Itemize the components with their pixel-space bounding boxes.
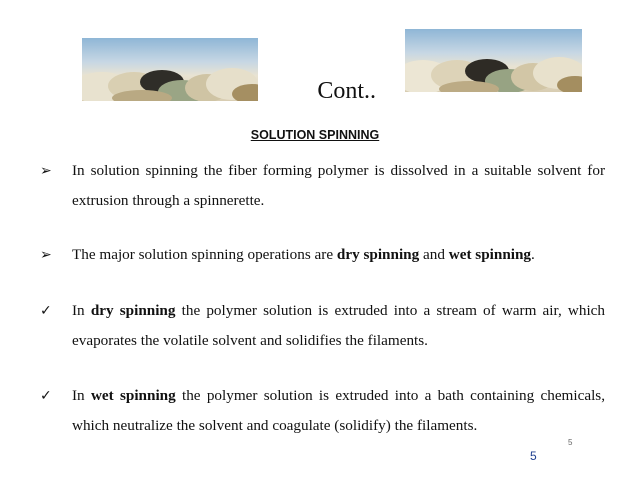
bullet-text-part: In solution spinning the fiber forming polymer is dissolved in a suitable solvent for extrusion through a spinnerette.: [72, 162, 605, 209]
arrow-bullet-icon: ➢: [40, 163, 52, 179]
bullet-text: [72, 240, 605, 270]
slide-number: 5: [530, 449, 537, 463]
slide-title: Cont..: [317, 78, 376, 104]
bullet-text-part: The major solution spinning operations are: [72, 246, 337, 263]
subtitle-text: SOLUTION SPINNING: [250, 128, 380, 142]
bullet-item: [40, 296, 605, 356]
bullet-text-bold: dry spinning: [336, 246, 420, 263]
checkmark-bullet-icon: ✓: [40, 303, 52, 319]
bullet-item: [40, 156, 605, 216]
bullet-text-part: and: [419, 246, 449, 263]
bullet-text-part: the polymer solution is extruded into a bath containing chemicals, which neutralize the solvent and coagulate (solidify) the filaments.: [72, 387, 605, 434]
bullet-item: [40, 240, 605, 270]
bullet-text-bold: dry spinning: [90, 302, 176, 319]
bullet-text-part: the polymer solution is extruded into a stream of warm air, which evaporates the volatile solvent and solidifies the filaments.: [72, 302, 606, 349]
bullet-text-part: In: [72, 302, 91, 319]
bullet-item: [40, 381, 605, 441]
bullet-text-part: .: [531, 246, 535, 263]
bullet-text: [72, 156, 605, 216]
slide-number-small: 5: [568, 438, 573, 447]
bullet-text-bold: wet spinning: [448, 246, 532, 263]
bullet-text: [72, 381, 605, 441]
slide-subtitle: [0, 128, 638, 142]
checkmark-bullet-icon: ✓: [40, 388, 52, 404]
bullet-text-bold: wet spinning: [90, 387, 176, 404]
bullet-text-part: In: [72, 387, 91, 404]
bullet-text: [72, 296, 605, 356]
arrow-bullet-icon: ➢: [40, 247, 52, 263]
